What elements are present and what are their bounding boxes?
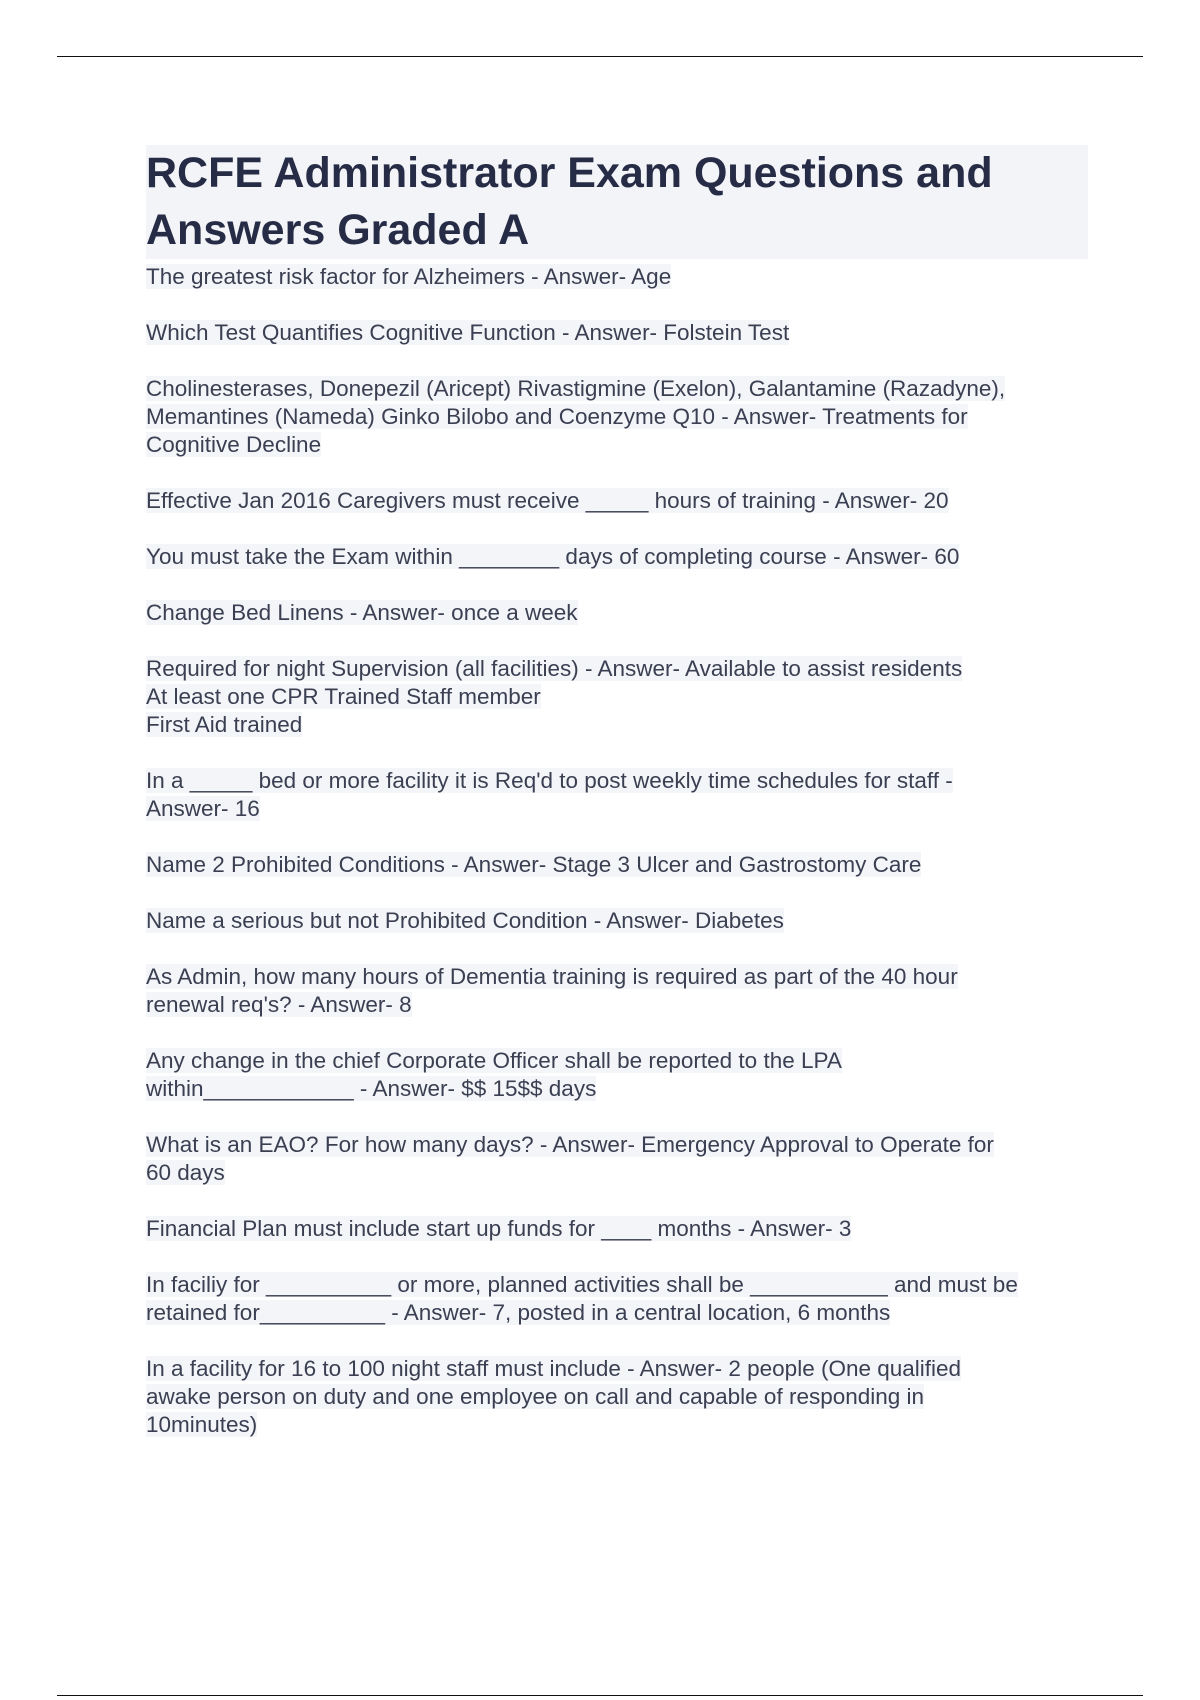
- qa-line: [146, 795, 1088, 823]
- qa-line-text: within____________ - Answer- $$ 15$$ days: [146, 1076, 597, 1101]
- qa-item: [146, 851, 1088, 879]
- qa-line: [146, 543, 1088, 571]
- qa-line-text: In a _____ bed or more facility it is Req'd to post weekly time schedules for staff -: [146, 768, 953, 793]
- qa-line-text: Answer- 16: [146, 796, 260, 821]
- qa-line-text: Required for night Supervision (all facilities) - Answer- Available to assist residents: [146, 656, 963, 681]
- qa-line-text: In faciliy for __________ or more, planned activities shall be ___________ and must be: [146, 1272, 1018, 1297]
- qa-item: [146, 1215, 1088, 1243]
- qa-line-text: 60 days: [146, 1160, 225, 1185]
- qa-line-text: Effective Jan 2016 Caregivers must receive _____ hours of training - Answer- 20: [146, 488, 949, 513]
- qa-line-text: Cholinesterases, Donepezil (Aricept) Rivastigmine (Exelon), Galantamine (Razadyne),: [146, 376, 1006, 401]
- qa-item: [146, 1047, 1088, 1103]
- qa-line: [146, 1411, 1088, 1439]
- qa-line-text: In a facility for 16 to 100 night staff must include - Answer- 2 people (One qualified: [146, 1356, 962, 1381]
- qa-line-text: Financial Plan must include start up funds for ____ months - Answer- 3: [146, 1216, 852, 1241]
- qa-line: [146, 1215, 1088, 1243]
- qa-item: [146, 375, 1088, 459]
- qa-line: [146, 1383, 1088, 1411]
- qa-line: [146, 1299, 1088, 1327]
- qa-line-text: Any change in the chief Corporate Officer shall be reported to the LPA: [146, 1048, 842, 1073]
- qa-line: [146, 655, 1088, 683]
- qa-list: [146, 263, 1088, 1439]
- qa-line-text: As Admin, how many hours of Dementia training is required as part of the 40 hour: [146, 964, 958, 989]
- qa-line: [146, 1271, 1088, 1299]
- qa-line: [146, 319, 1088, 347]
- qa-item: [146, 963, 1088, 1019]
- qa-line: [146, 263, 1088, 291]
- qa-line: [146, 1159, 1088, 1187]
- qa-item: [146, 907, 1088, 935]
- qa-item: [146, 1271, 1088, 1327]
- qa-line: [146, 1131, 1088, 1159]
- qa-line-text: awake person on duty and one employee on call and capable of responding in: [146, 1384, 925, 1409]
- qa-line-text: First Aid trained: [146, 712, 303, 737]
- qa-line-text: Cognitive Decline: [146, 432, 322, 457]
- qa-item: [146, 1355, 1088, 1439]
- qa-line: [146, 767, 1088, 795]
- qa-line: [146, 851, 1088, 879]
- qa-line-text: The greatest risk factor for Alzheimers - Answer- Age: [146, 264, 672, 289]
- qa-line: [146, 375, 1088, 403]
- bottom-rule: [57, 1695, 1143, 1696]
- qa-line-text: retained for__________ - Answer- 7, posted in a central location, 6 months: [146, 1300, 891, 1325]
- qa-line: [146, 1047, 1088, 1075]
- qa-line: [146, 683, 1088, 711]
- qa-item: [146, 319, 1088, 347]
- qa-line-text: 10minutes): [146, 1412, 258, 1437]
- qa-line-text: At least one CPR Trained Staff member: [146, 684, 541, 709]
- qa-line-text: Change Bed Linens - Answer- once a week: [146, 600, 578, 625]
- qa-line-text: Which Test Quantifies Cognitive Function - Answer- Folstein Test: [146, 320, 790, 345]
- qa-line: [146, 403, 1088, 431]
- document-body: [146, 145, 1088, 1467]
- qa-item: [146, 655, 1088, 739]
- qa-line-text: Name a serious but not Prohibited Condition - Answer- Diabetes: [146, 908, 784, 933]
- page-title: RCFE Administrator Exam Questions and Answers Graded A: [146, 145, 1088, 259]
- qa-item: [146, 1131, 1088, 1187]
- qa-line: [146, 1355, 1088, 1383]
- qa-line: [146, 431, 1088, 459]
- qa-item: [146, 767, 1088, 823]
- qa-line-text: What is an EAO? For how many days? - Answer- Emergency Approval to Operate for: [146, 1132, 994, 1157]
- qa-line: [146, 963, 1088, 991]
- qa-line-text: Memantines (Nameda) Ginko Bilobo and Coenzyme Q10 - Answer- Treatments for: [146, 404, 968, 429]
- qa-line: [146, 1075, 1088, 1103]
- qa-item: [146, 599, 1088, 627]
- qa-item: [146, 543, 1088, 571]
- qa-line-text: You must take the Exam within ________ days of completing course - Answer- 60: [146, 544, 960, 569]
- qa-item: [146, 487, 1088, 515]
- qa-line-text: renewal req's? - Answer- 8: [146, 992, 412, 1017]
- qa-line: [146, 907, 1088, 935]
- top-rule: [57, 56, 1143, 57]
- qa-line: [146, 599, 1088, 627]
- qa-line: [146, 711, 1088, 739]
- qa-line: [146, 487, 1088, 515]
- qa-item: [146, 263, 1088, 291]
- qa-line-text: Name 2 Prohibited Conditions - Answer- Stage 3 Ulcer and Gastrostomy Care: [146, 852, 922, 877]
- qa-line: [146, 991, 1088, 1019]
